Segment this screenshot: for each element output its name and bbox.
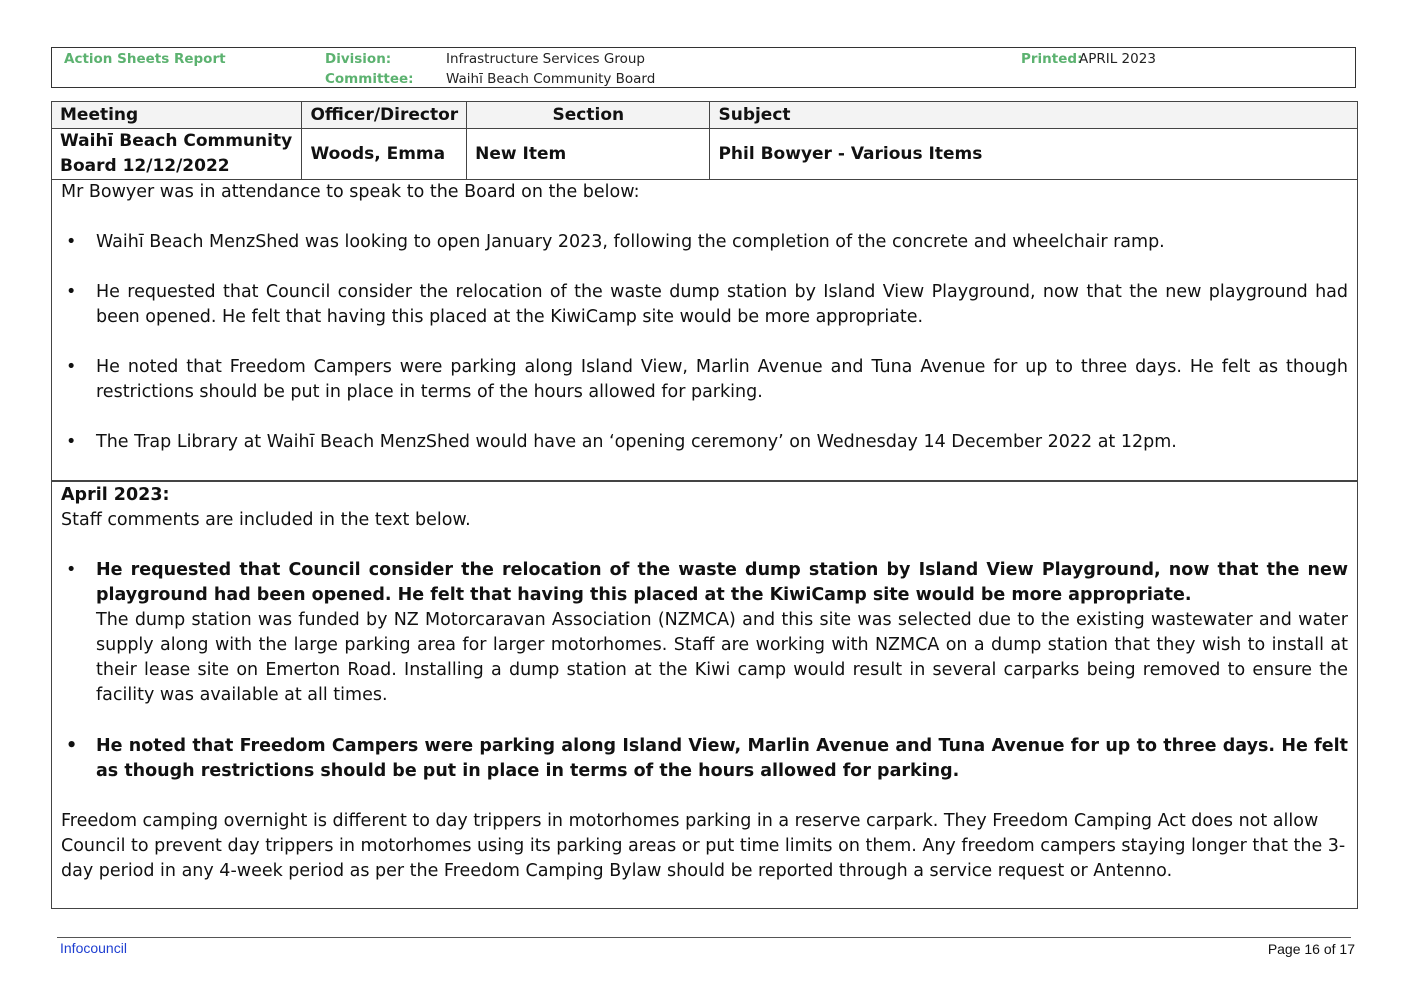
minutes-bullet-3: • He noted that Freedom Campers were parking along Island View, Marlin Avenue and Tuna Avenue for up to three days. He felt as though restrictions should be put in place in terms of the hours allowed for parking.	[96, 355, 1348, 405]
update-closing-paragraph: Freedom camping overnight is different to day trippers in motorhomes parking in a reserve carpark. They Freedom Camping Act does not allow Council to prevent day trippers in motorhomes using its parking areas or put time limits on them. Any freedom campers staying longer that the 3-day period in any 4-week period as per the Freedom Camping Bylaw should be reported through a service request or Antenno.	[61, 811, 1346, 881]
subject-cell: Phil Bowyer - Various Items	[710, 129, 1358, 180]
printed-value: APRIL 2023	[1079, 51, 1156, 67]
minutes-bullet-2: • He requested that Council consider the relocation of the waste dump station by Island View Playground, now that the new playground had been opened. He felt that having this placed at the KiwiCamp site would be more appropriate.	[96, 280, 1348, 330]
report-header	[51, 47, 1356, 88]
minutes-intro: Mr Bowyer was in attendance to speak to the Board on the below:	[61, 182, 640, 202]
column-header-meeting: Meeting	[52, 102, 302, 129]
committee-label: Committee:	[325, 71, 414, 87]
committee-value: Waihī Beach Community Board	[446, 71, 656, 87]
footer-brand: Infocouncil	[60, 940, 127, 956]
update-bullet-2-quote: • He noted that Freedom Campers were parking along Island View, Marlin Avenue and Tuna Avenue for up to three days. He felt as though restrictions should be put in place in terms of the hours allowed for parking.	[96, 734, 1348, 784]
column-header-section: Section	[467, 102, 710, 129]
column-header-subject: Subject	[710, 102, 1358, 129]
officer-cell: Woods, Emma	[302, 129, 467, 180]
meeting-meta-table	[51, 101, 1358, 180]
footer-divider	[57, 937, 1351, 938]
division-label: Division:	[325, 51, 392, 67]
table-header-row	[52, 102, 1358, 129]
column-header-officer: Officer/Director	[302, 102, 467, 129]
update-bullet-1-response: The dump station was funded by NZ Motorcaravan Association (NZMCA) and this site was selected due to the existing wastewater and water supply along with the large parking area for larger motorhomes. Staff are working with NZMCA on a dump station that they wish to install at their lease site on Emerton Road. Installing a dump station at the Kiwi camp would result in several carparks being removed to ensure the facility was available at all times.	[96, 610, 1348, 705]
update-bullet-1-quote: • He requested that Council consider the relocation of the waste dump station by Island View Playground, now that the new playground had been opened. He felt that having this placed at the KiwiCamp site would be more appropriate.	[96, 560, 1348, 605]
update-bullet-1	[96, 558, 1348, 708]
meeting-line-1: Waihī Beach Community	[60, 131, 293, 151]
minutes-bullet-1: • Waihī Beach MenzShed was looking to open January 2023, following the completion of the concrete and wheelchair ramp.	[96, 230, 1348, 255]
table-row	[52, 129, 1358, 180]
update-section	[51, 481, 1358, 909]
meeting-cell	[52, 129, 302, 180]
printed-label: Printed:	[1021, 51, 1083, 67]
division-value: Infrastructure Services Group	[446, 51, 645, 67]
meeting-line-2: Board 12/12/2022	[60, 156, 230, 176]
report-title: Action Sheets Report	[64, 51, 226, 67]
page-number: Page 16 of 17	[1267, 941, 1355, 957]
update-heading: April 2023:	[61, 485, 170, 505]
update-intro: Staff comments are included in the text below.	[61, 510, 471, 530]
minutes-bullet-4: • The Trap Library at Waihī Beach MenzShed would have an ‘opening ceremony’ on Wednesday 14 December 2022 at 12pm.	[96, 430, 1348, 455]
section-cell: New Item	[467, 129, 710, 180]
minutes-section	[51, 179, 1358, 481]
